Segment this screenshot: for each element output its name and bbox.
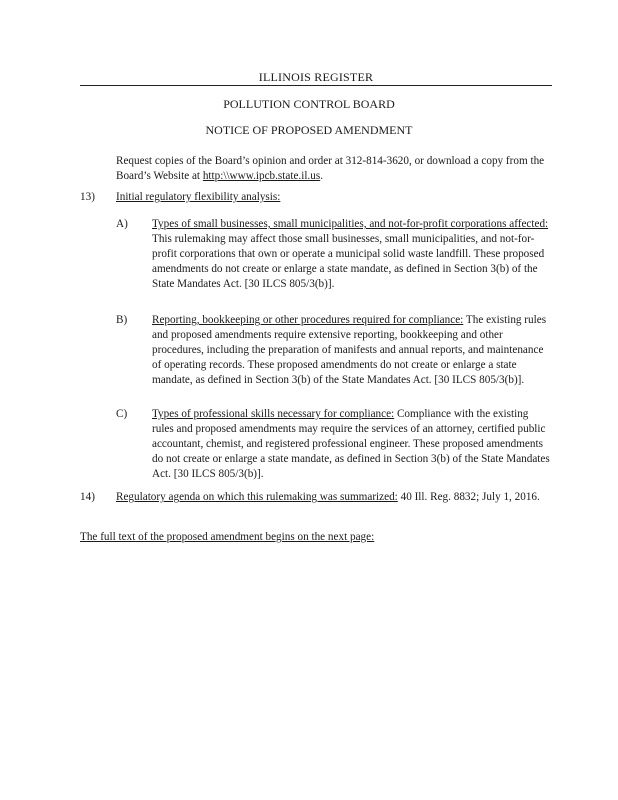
item-c-body: Compliance with the existing rules and proposed amendments may require the services of an attorney, certified public accountant, chemist, and registered professional engineer. These proposed amendments do not create or enlarge a state mandate, as defined in Section 3(b) of the State Mandates Act. [30 ILCS 805/3(b)]. [152, 408, 550, 480]
request-copies-paragraph: Request copies of the Board’s opinion and order at 312-814-3620, or download a copy from the Board’s Website at http:\\www.ipcb.state.il.us. [116, 155, 545, 182]
item-b-label: B) [116, 314, 128, 326]
item-a-label: A) [116, 218, 128, 230]
section-14-paragraph [116, 490, 552, 505]
notice-title: NOTICE OF PROPOSED AMENDMENT [205, 123, 413, 137]
item-a-body: This rulemaking may affect those small businesses, small municipalities, and not-for-profit corporations that own or operate a municipal solid waste landfill. These proposed amendments do not create or enlarge a state mandate, as defined in Section 3(b) of the State Mandates Act. [30 ILCS 805/3(b)]. [152, 233, 545, 290]
section-13-heading: Initial regulatory flexibility analysis: [116, 191, 281, 203]
next-page-note: The full text of the proposed amendment begins on the next page: [80, 531, 375, 543]
item-a-heading: Types of small businesses, small municipalities, and not-for-profit corporations affected: [152, 218, 549, 230]
item-c-heading: Types of professional skills necessary for compliance: [152, 408, 395, 420]
board-website-link[interactable]: http:\\www.ipcb.state.il.us [202, 170, 321, 182]
register-title: ILLINOIS REGISTER [258, 70, 374, 84]
agency-title: POLLUTION CONTROL BOARD [223, 97, 395, 111]
item-b-paragraph [152, 313, 552, 388]
item-b-body: The existing rules and proposed amendments require extensive reporting, bookkeeping and other procedures, including the preparation of manifests and annual reports, and maintenance of operating records. These proposed amendments do not create or enlarge a state mandate, as defined in Section 3(b) of the State Mandates Act. [30 ILCS 805/3(b)]. [152, 314, 547, 386]
section-14-heading: Regulatory agenda on which this rulemaking was summarized: [116, 491, 398, 503]
header-divider [80, 85, 552, 86]
item-a-paragraph [152, 217, 552, 292]
item-c-label: C) [116, 408, 128, 420]
section-13-number: 13) [80, 191, 95, 203]
section-14-body: 40 Ill. Reg. 8832; July 1, 2016. [400, 491, 540, 503]
item-b-heading: Reporting, bookkeeping or other procedures required for compliance: [152, 314, 464, 326]
section-14-number: 14) [80, 491, 95, 503]
item-c-paragraph [152, 407, 552, 482]
